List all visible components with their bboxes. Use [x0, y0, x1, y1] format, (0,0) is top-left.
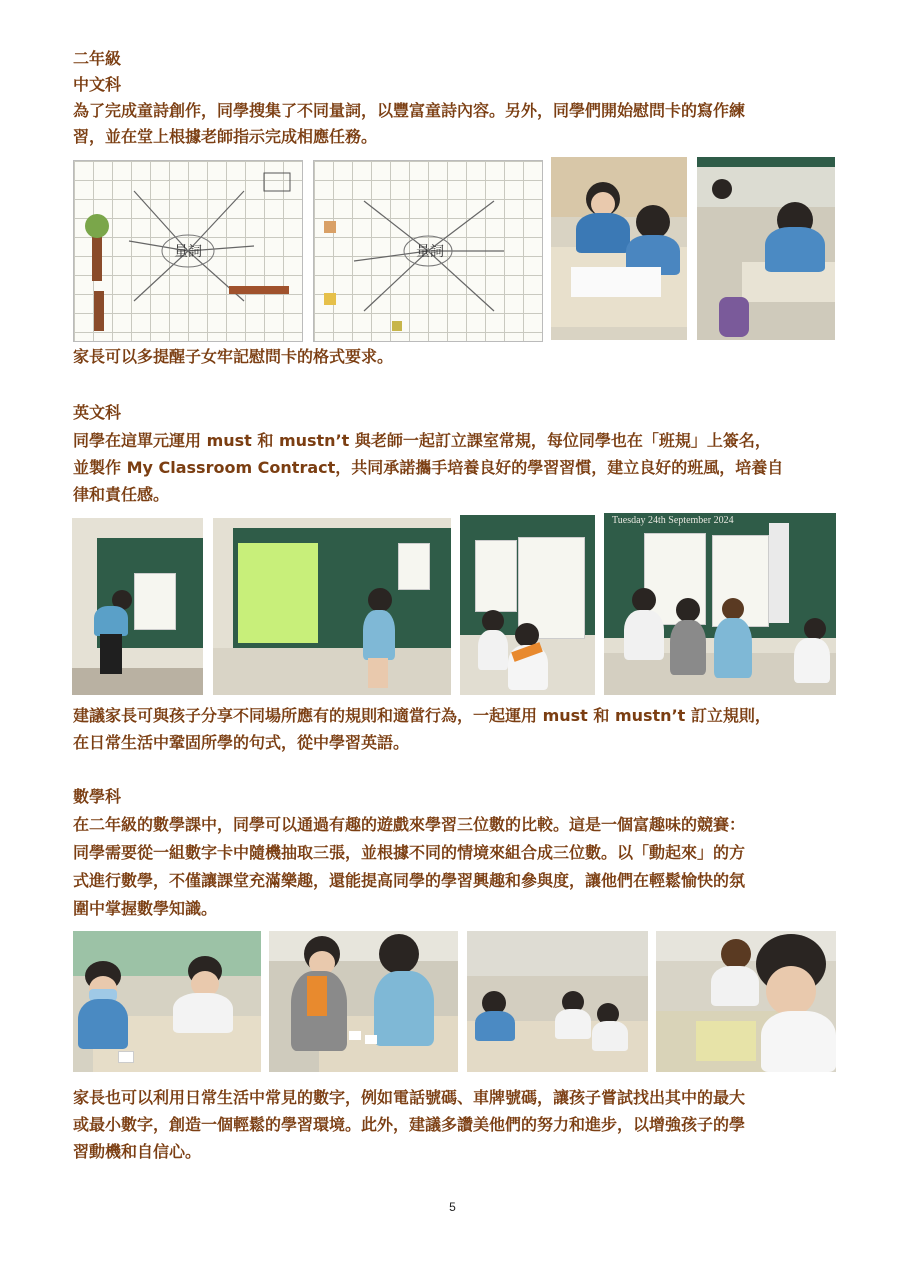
- english-photo-4: [604, 513, 836, 695]
- math-para-line-2: 同學需要從一組數字卡中隨機抽取三張，並根據不同的情境來組合成三位數。以「動起來」的方: [73, 843, 746, 862]
- math-photo-4: [656, 931, 836, 1072]
- math-photo-1: [73, 931, 261, 1072]
- math-para-line-3: 式進行數學，不僅讓課堂充滿樂趣，還能提高同學的學習興趣和參與度，讓他們在輕鬆愉快的氛: [73, 871, 746, 890]
- page-number: 5: [449, 1200, 456, 1214]
- board-date-text: Tuesday 24th September 2024: [612, 515, 734, 526]
- english-heading: 英文科: [73, 403, 122, 422]
- chinese-para-line-2: 習，並在堂上根據老師指示完成相應任務。: [73, 127, 378, 146]
- math-para-line-1: 在二年級的數學課中，同學可以通過有趣的遊戲來學習三位數的比較。這是一個富趣味的競賽：: [73, 815, 746, 834]
- english-photo-3: [460, 515, 595, 695]
- chinese-heading: 中文科: [73, 75, 122, 94]
- chinese-worksheet-photo-2: [313, 160, 543, 342]
- math-heading: 數學科: [73, 787, 122, 806]
- grade-heading: 二年級: [73, 49, 122, 68]
- math-parent-note-line-1: 家長也可以利用日常生活中常見的數字，例如電話號碼、車牌號碼，讓孩子嘗試找出其中的最大: [73, 1088, 746, 1107]
- english-para-line-1: 同學在這單元運用 must 和 mustn’t 與老師一起訂立課室常規，每位同學也在「班規」上簽名，: [73, 431, 771, 450]
- math-para-line-4: 圍中掌握數學知識。: [73, 899, 218, 918]
- english-para-line-2: 並製作 My Classroom Contract，共同承諾攜手培養良好的學習習慣，建立良好的班風，培養自: [73, 458, 784, 477]
- math-photo-2: [269, 931, 458, 1072]
- english-parent-note-line-2: 在日常生活中鞏固所學的句式，從中學習英語。: [73, 733, 410, 752]
- chinese-classroom-photo-2: [697, 157, 835, 340]
- worksheet-1-label: 量詞: [174, 244, 202, 260]
- chinese-classroom-photo-1: [551, 157, 687, 340]
- chinese-worksheet-photo-1: [73, 160, 303, 342]
- chinese-para-line-1: 為了完成童詩創作，同學搜集了不同量詞，以豐富童詩內容。另外，同學們開始慰問卡的寫作練: [73, 101, 746, 120]
- math-parent-note-line-3: 習動機和自信心。: [73, 1142, 202, 1161]
- english-parent-note-line-1: 建議家長可與孩子分享不同場所應有的規則和適當行為，一起運用 must 和 mustn’t 訂立規則，: [73, 706, 771, 725]
- english-para-line-3: 律和責任感。: [73, 485, 170, 504]
- english-photo-1: [72, 518, 203, 695]
- chinese-parent-note: 家長可以多提醒子女牢記慰問卡的格式要求。: [73, 347, 394, 366]
- english-photo-2: [213, 518, 451, 695]
- math-photo-3: [467, 931, 648, 1072]
- worksheet-2-label: 量詞: [416, 244, 444, 260]
- math-parent-note-line-2: 或最小數字，創造一個輕鬆的學習環境。此外，建議多讚美他們的努力和進步，以增強孩子的學: [73, 1115, 746, 1134]
